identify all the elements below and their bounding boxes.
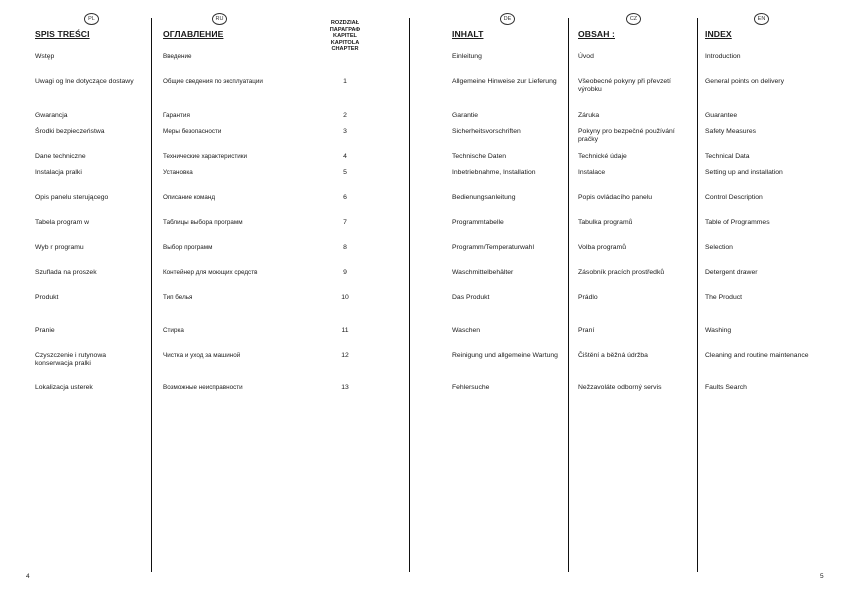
toc-entry-ru: Общие сведения по эксплуатации (163, 78, 263, 85)
chapter-heading-line: KAPITEL (333, 33, 357, 40)
toc-entry-ru: Стирка (163, 327, 184, 334)
toc-entry-pl: Środki bezpieczeństwa (35, 128, 105, 135)
toc-entry-en: Guarantee (705, 112, 738, 119)
page-number-right: 5 (820, 573, 824, 580)
toc-entry-de: Sicherheitsvorschriften (452, 128, 521, 135)
heading-pl: SPIS TREŚCI (35, 29, 90, 39)
toc-entry-ru: Меры безопасности (163, 128, 222, 135)
toc-entry-pl: Lokalizacja usterek (35, 384, 93, 391)
toc-entry-cz: Záruka (578, 112, 600, 119)
toc-entry-de: Programmtabelle (452, 219, 504, 226)
toc-entry-de: Programm/Temperaturwahl (452, 244, 534, 251)
toc-entry-de: Fehlersuche (452, 384, 490, 391)
toc-entry-cz: Instalace (578, 169, 606, 176)
language-badge-pl: PL (84, 13, 99, 25)
toc-entry-pl: Tabela program w (35, 219, 90, 226)
toc-entry-en: Setting up and installation (705, 169, 783, 176)
chapter-number: 7 (343, 219, 347, 226)
chapter-number: 2 (343, 112, 347, 119)
chapter-number: 11 (341, 327, 349, 334)
toc-entry-ru: Контейнер для моющих средств (163, 269, 258, 276)
toc-entry-en: Introduction (705, 53, 741, 60)
toc-entry-cz: Úvod (578, 53, 594, 60)
chapter-number: 13 (341, 384, 349, 391)
heading-de: INHALT (452, 29, 484, 39)
heading-en: INDEX (705, 29, 732, 39)
toc-entry-ru: Чистка и уход за машиной (163, 352, 241, 359)
toc-entry-cz: Prádlo (578, 294, 598, 301)
toc-entry-pl: Opis panelu sterującego (35, 194, 109, 201)
toc-entry-pl: Produkt (35, 294, 59, 301)
toc-entry-de: Einleitung (452, 53, 482, 60)
chapter-number: 9 (343, 269, 347, 276)
language-badge-ru: RU (212, 13, 227, 25)
chapter-heading-line: CHAPTER (331, 46, 359, 53)
chapter-heading-line: KAPITOLA (330, 39, 360, 46)
chapter-heading-line: ПАРАГРАФ (329, 26, 361, 33)
toc-entry-cz: Popis ovládacího panelu (578, 194, 653, 201)
toc-entry-de: Inbetriebnahme, Installation (452, 169, 536, 176)
chapter-number: 3 (343, 128, 347, 135)
toc-entry-de: Garantie (452, 112, 479, 119)
toc-entry-pl: Czyszczenie i rutynowa konserwacja pralki (35, 352, 107, 368)
toc-entry-ru: Выбор программ (163, 244, 213, 251)
toc-entry-pl: Szuflada na proszek (35, 269, 97, 276)
toc-entry-en: The Product (705, 294, 743, 301)
heading-cz: OBSAH : (578, 29, 615, 39)
toc-entry-de: Technische Daten (452, 153, 507, 160)
toc-entry-de: Waschmittelbehälter (452, 269, 514, 276)
toc-entry-en: Faults Search (705, 384, 747, 391)
language-badge-de: DE (500, 13, 515, 25)
toc-entry-en: Table of Programmes (705, 219, 770, 226)
column-divider (151, 18, 152, 572)
toc-entry-ru: Таблицы выбора программ (163, 219, 243, 226)
toc-entry-cz: Technické údaje (578, 153, 627, 160)
toc-entry-en: Detergent drawer (705, 269, 758, 276)
toc-entry-de: Waschen (452, 327, 481, 334)
toc-entry-ru: Технические характеристики (163, 153, 248, 160)
toc-entry-cz: Zásobník pracích prostředků (578, 269, 665, 276)
toc-entry-ru: Возможные неисправности (163, 384, 243, 391)
toc-entry-en: Selection (705, 244, 733, 251)
chapter-number: 5 (343, 169, 347, 176)
toc-entry-en: Technical Data (705, 153, 750, 160)
chapter-heading (310, 20, 380, 53)
toc-entry-ru: Тип белья (163, 294, 193, 301)
heading-ru: ОГЛАВЛЕНИЕ (163, 29, 224, 39)
toc-entry-pl: Instalacja pralki (35, 169, 82, 176)
toc-entry-ru: Описание команд (163, 194, 216, 201)
toc-entry-pl: Pranie (35, 327, 55, 334)
chapter-number: 10 (341, 294, 349, 301)
column-divider (409, 18, 410, 572)
toc-entry-ru: Гарантия (163, 112, 190, 119)
toc-entry-en: Safety Measures (705, 128, 756, 135)
page-number-left: 4 (26, 573, 30, 580)
chapter-number: 6 (343, 194, 347, 201)
column-divider (568, 18, 569, 572)
toc-entry-en: Control Description (705, 194, 763, 201)
toc-entry-cz: Nežzavoláte odborný servis (578, 384, 662, 391)
toc-entry-en: General points on delivery (705, 78, 784, 85)
chapter-number: 8 (343, 244, 347, 251)
toc-entry-pl: Uwagi og lne dotyczące dostawy (35, 78, 134, 85)
chapter-number: 1 (343, 78, 347, 85)
toc-entry-de: Das Produkt (452, 294, 490, 301)
toc-entry-cz: Všeobecné pokyny při převzetí výrobku (578, 78, 671, 94)
toc-entry-cz: Volba programů (578, 244, 626, 251)
language-badge-en: EN (754, 13, 769, 25)
toc-entry-pl: Dane techniczne (35, 153, 86, 160)
toc-entry-ru: Введение (163, 53, 192, 60)
toc-entry-de: Allgemeine Hinweise zur Lieferung (452, 78, 557, 85)
toc-entry-cz: Tabulka programů (578, 219, 633, 226)
toc-entry-pl: Wstęp (35, 53, 55, 60)
chapter-number: 12 (341, 352, 349, 359)
column-divider (697, 18, 698, 572)
toc-entry-de: Reinigung und allgemeine Wartung (452, 352, 558, 359)
toc-entry-pl: Gwarancja (35, 112, 68, 119)
language-badge-cz: CZ (626, 13, 641, 25)
toc-entry-cz: Praní (578, 327, 595, 334)
toc-entry-pl: Wyb r programu (35, 244, 84, 251)
toc-entry-ru: Установка (163, 169, 193, 176)
chapter-number: 4 (343, 153, 347, 160)
toc-entry-de: Bedienungsanleitung (452, 194, 516, 201)
toc-entry-en: Cleaning and routine maintenance (705, 352, 809, 359)
toc-entry-cz: Pokyny pro bezpečné používání pračky (578, 128, 675, 144)
toc-entry-en: Washing (705, 327, 732, 334)
chapter-heading-line: ROZDZIAŁ (330, 20, 360, 26)
toc-entry-cz: Čištění a běžná údržba (578, 352, 648, 359)
